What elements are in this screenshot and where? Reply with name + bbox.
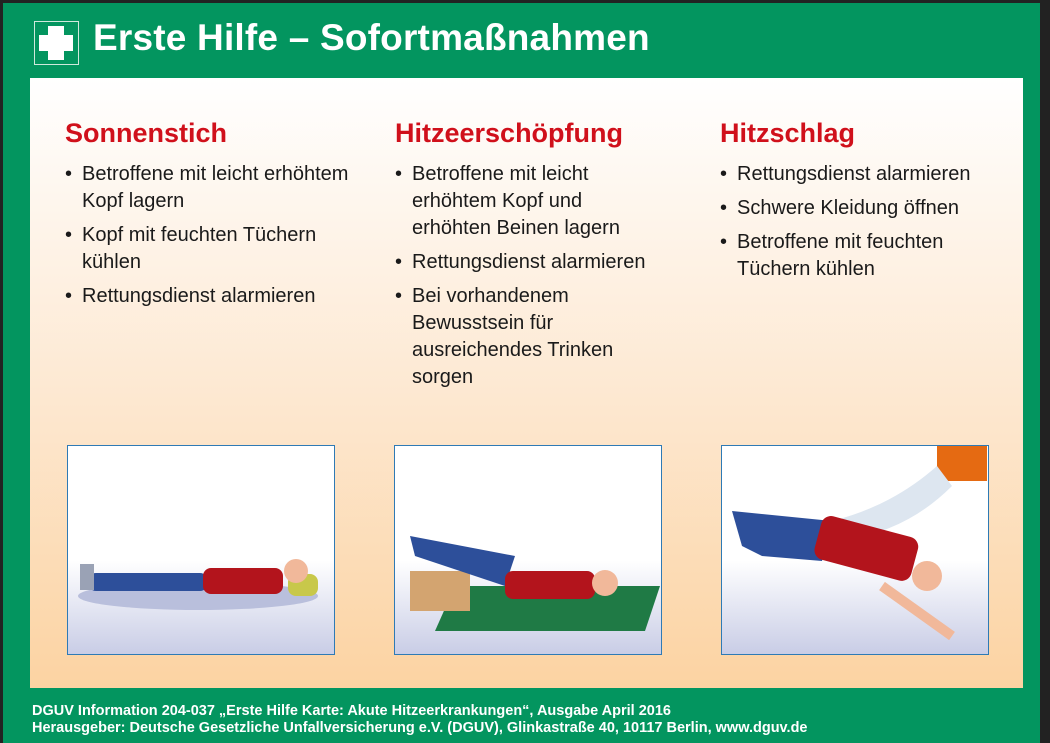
list-item: • Rettungsdienst alarmieren [395, 249, 655, 276]
list-item: • Schwere Kleidung öffnen [720, 195, 990, 222]
illustration-head-elevated [67, 445, 335, 655]
list-item: • Rettungsdienst alarmieren [65, 283, 365, 310]
footer [32, 703, 808, 737]
page-title: Erste Hilfe – Sofortmaßnahmen [93, 17, 650, 58]
list-item: • Rettungsdienst alarmieren [720, 161, 990, 188]
list-item: • Betroffene mit leicht erhöhtem Kopf und erhöhten Beinen lagern [395, 161, 655, 242]
column-heading: Hitzeerschöpfung [395, 118, 624, 148]
column-heading: Sonnenstich [65, 118, 228, 148]
footer-publisher: Herausgeber: Deutsche Gesetzliche Unfallversicherung e.V. (DGUV), Glinkastraße 40, 10117 Berlin, www.dguv.de [32, 720, 808, 736]
list-item: • Betroffene mit leicht erhöhtem Kopf lagern [65, 161, 365, 215]
column-heading: Hitzschlag [720, 118, 856, 148]
list-item: • Betroffene mit feuchten Tüchern kühlen [720, 229, 990, 283]
first-aid-card [3, 3, 1040, 743]
list-item: • Bei vorhandenem Bewusstsein für ausreichendes Trinken sorgen [395, 283, 655, 391]
first-aid-cross-icon [34, 21, 79, 65]
illustration-legs-elevated [394, 445, 662, 655]
list-item: • Kopf mit feuchten Tüchern kühlen [65, 222, 365, 276]
content-panel [30, 78, 1023, 688]
column-hitzeerschoepfung [395, 118, 655, 398]
column-sonnenstich [65, 118, 365, 317]
column-hitzschlag [720, 118, 990, 290]
footer-publication: DGUV Information 204-037 „Erste Hilfe Karte: Akute Hitzeerkrankungen“, Ausgabe April 2016 [32, 703, 671, 719]
illustration-cooling [721, 445, 989, 655]
